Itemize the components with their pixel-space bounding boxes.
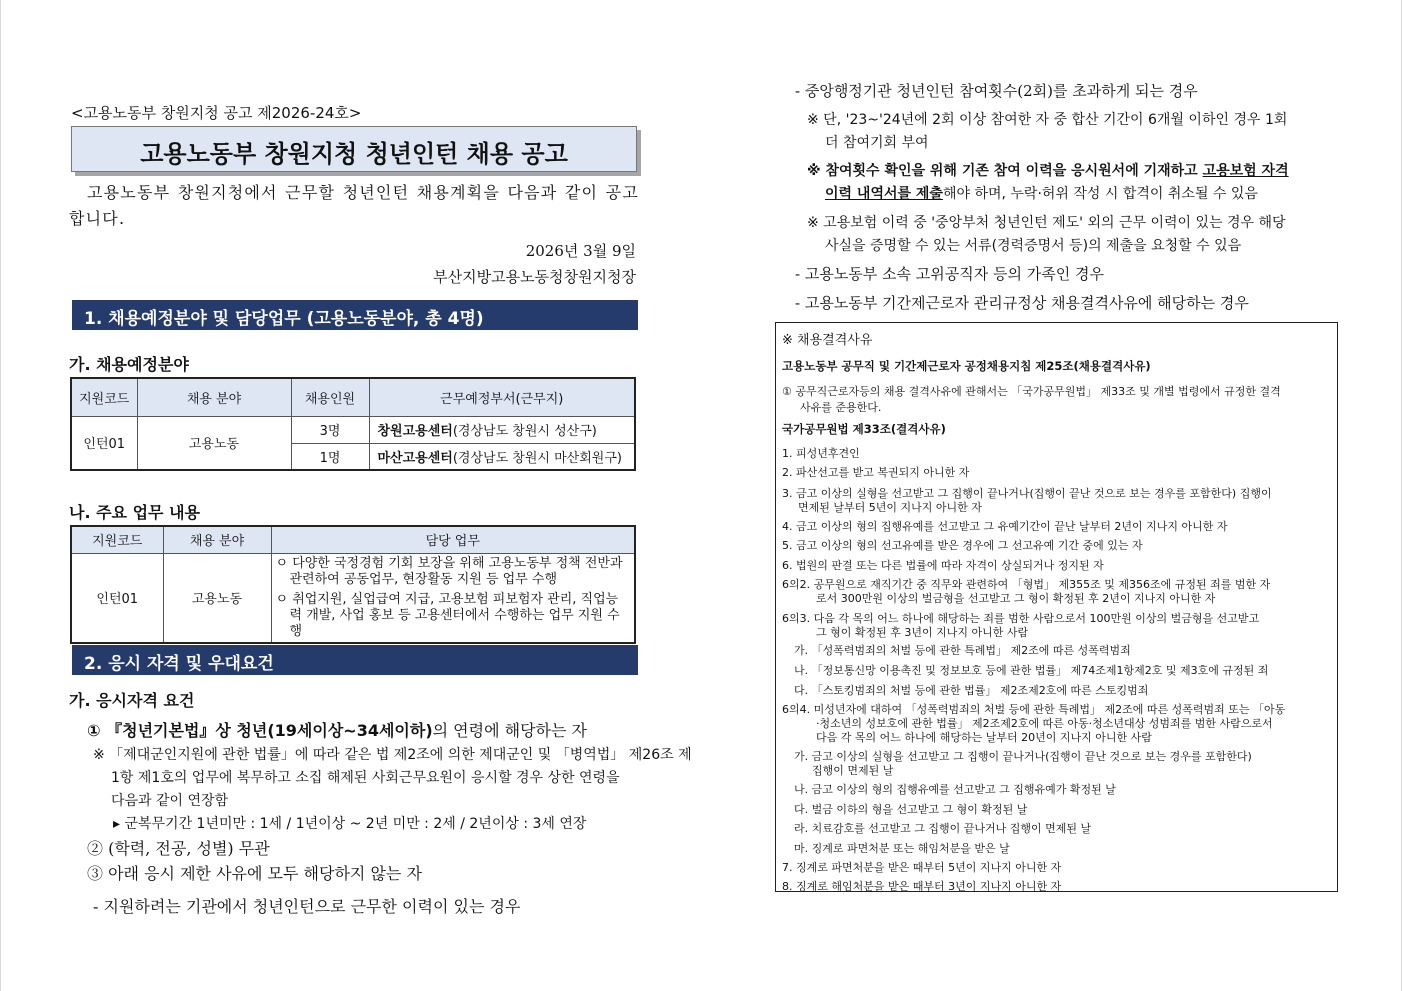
note-history-bold: ※ 참여횟수 확인을 위해 기존 참여 이력을 응시원서에 기재하고	[807, 163, 1203, 179]
box-item-cont: ·청소년의 성보호에 관한 법률」 제2조제2호에 따른 아동·청소년대상 성범죄를 범한 사람으로서	[816, 717, 1273, 730]
note-veterans-line2: 1항 제1호의 업무에 복무하고 소집 해제된 사회근무요원이 응시할 경우 상한 연령을	[111, 770, 620, 786]
box-item: 2. 파산선고를 받고 복권되지 아니한 자	[782, 466, 970, 479]
header-cell: 지원코드	[71, 378, 137, 416]
box-subitem-cont: 집행이 면제된 날	[812, 764, 894, 777]
box-item-cont: 면제된 날부터 5년이 지나지 아니한 자	[798, 501, 982, 514]
box-item: 1. 피성년후견인	[782, 447, 860, 460]
duty-item: ㅇ 다양한 국정경험 기회 보장을 위해 고용노동부 정책 전반과 관련하여 공동업무, 현장활동 지원 등 업무 수행	[275, 555, 623, 587]
box-item-cont: 다음 각 목의 어느 하나에 해당하는 날부터 20년이 지나지 아니한 사람	[816, 731, 1152, 744]
table-cell-code: 인턴01	[71, 553, 163, 643]
box-subitem: 다. 「스토킹범죄의 처벌 등에 관한 법률」 제2조제2호에 따른 스토킹범죄	[794, 684, 1149, 697]
box-item: 4. 금고 이상의 형의 집행유예를 선고받고 그 유예기간이 끝난 날부터 2년이 지나지 아니한 자	[782, 520, 1228, 533]
requirement-1-rest: 의 연령에 해당하는 자	[432, 721, 588, 740]
table-cell-dept	[369, 443, 635, 470]
restriction-disqualification: - 고용노동부 기간제근로자 관리규정상 채용결격사유에 해당하는 경우	[795, 294, 1249, 312]
table-cell-field: 고용노동	[163, 553, 271, 643]
note-exception-line2: 더 참여기회 부여	[825, 135, 929, 151]
section2-header	[72, 645, 638, 675]
note-history-underline: 고용보험 자격	[1202, 163, 1289, 179]
requirement-1-bold: ① 『청년기본법』상 청년(19세이상~34세이하)	[87, 721, 433, 740]
note-insurance-line2: 사실을 증명할 수 있는 서류(경력증명서 등)의 제출을 요청할 수 있음	[825, 238, 1242, 254]
requirement-2: ② (학력, 전공, 성별) 무관	[87, 839, 270, 858]
notice-number: <고용노동부 창원지청 공고 제2026-24호>	[71, 104, 362, 122]
header-cell: 채용 분야	[137, 378, 291, 416]
dept-location: (경상남도 창원시 마산회원구)	[452, 450, 622, 466]
box-heading-law: 국가공무원법 제33조(결격사유)	[782, 422, 946, 436]
box-subitem: 가. 금고 이상의 실형을 선고받고 그 집행이 끝나거나(집행이 끝난 것으로 보는 경우를 포함한다)	[794, 750, 1252, 763]
box-title: ※ 채용결격사유	[782, 333, 873, 348]
duty-item: ㅇ 취업지원, 실업급여 지급, 고용보험 피보험자 관리, 직업능력 개발, 사업 홍보 등 고용센터에서 수행하는 업무 지원 수행	[275, 591, 620, 639]
box-heading-guideline: 고용노동부 공무직 및 기간제근로자 공정채용지침 제25조(채용결격사유)	[782, 359, 1151, 373]
disqualification-box	[775, 322, 1338, 892]
note-history-rest: 해야 하며, 누락·허위 작성 시 합격이 취소될 수 있음	[942, 186, 1258, 202]
box-item: 6의3. 다음 각 목의 어느 하나에 해당하는 죄를 범한 사람으로서 100만원 이상의 벌금형을 선고받고	[782, 612, 1260, 625]
issuing-office: 부산지방고용노동청창원지청장	[433, 268, 636, 286]
header-cell: 담당 업무	[271, 526, 635, 553]
header-cell: 채용인원	[291, 378, 369, 416]
restriction-family: - 고용노동부 소속 고위공직자 등의 가족인 경우	[795, 265, 1104, 283]
section1-title: 1. 채용예정분야 및 담당업무 (고용노동분야, 총 4명)	[84, 309, 484, 329]
note-history-line2	[825, 183, 1258, 203]
note-history-line1	[807, 160, 1289, 180]
page-title: 고용노동부 창원지청 청년인턴 채용 공고	[140, 140, 568, 168]
duties-table	[70, 525, 636, 644]
box-subitem: 나. 금고 이상의 형의 집행유예를 선고받고 그 집행유예가 확정된 날	[794, 783, 1116, 796]
requirement-1	[87, 718, 587, 741]
box-item: 6. 법원의 판결 또는 다른 법률에 따라 자격이 상실되거나 정지된 자	[782, 559, 1104, 572]
box-item-cont: 로서 300만원 이상의 벌금형을 선고받고 그 형이 확정된 후 2년이 지나지 아니한 자	[816, 592, 1216, 605]
note-exception-line1: ※ 단, '23~'24년에 2회 이상 참여한 자 중 합산 기간이 6개월 이하인 경우 1회	[807, 112, 1288, 128]
subheading-eligibility: 가. 응시자격 요건	[69, 691, 195, 710]
restriction-prior-intern: - 지원하려는 기관에서 청년인턴으로 근무한 이력이 있는 경우	[93, 897, 521, 916]
subheading-positions: 가. 채용예정분야	[69, 355, 189, 374]
table-cell-field: 고용노동	[137, 416, 291, 470]
box-item: 6의2. 공무원으로 재직기간 중 직무와 관련하여 「형법」 제355조 및 제356조에 규정된 죄를 범한 자	[782, 578, 1271, 591]
header-cell: 근무예정부서(근무지)	[369, 378, 635, 416]
title-box	[71, 126, 637, 172]
positions-table	[70, 377, 636, 471]
box-subitem: 다. 벌금 이하의 형을 선고받고 그 형이 확정된 날	[794, 803, 1028, 816]
box-subitem: 나. 「정보통신망 이용촉진 및 정보보호 등에 관한 법률」 제74조제1항제2호 및 제3호에 규정된 죄	[794, 664, 1269, 677]
table-cell-count: 1명	[291, 443, 369, 470]
box-paragraph-line2: 사유를 준용한다.	[800, 401, 882, 414]
box-item: 5. 금고 이상의 형의 선고유예를 받은 경우에 그 선고유예 기간 중에 있는 자	[782, 539, 1143, 552]
section2-title: 2. 응시 자격 및 우대요건	[84, 654, 274, 674]
box-item: 7. 징계로 파면처분을 받은 때부터 5년이 지나지 아니한 자	[782, 861, 1062, 874]
intro-text: 고용노동부 창원지청에서 근무할 청년인턴 채용계획을 다음과 같이 공고합니다.	[69, 183, 639, 228]
box-item: 3. 금고 이상의 실형을 선고받고 그 집행이 끝나거나(집행이 끝난 것으로 보는 경우를 포함한다) 집행이	[782, 487, 1272, 500]
note-veterans-line3: 다음과 같이 연장함	[111, 793, 229, 809]
note-veterans-line1: ※ 「제대군인지원에 관한 법률」에 따라 같은 법 제2조에 의한 제대군인 및 「병역법」 제26조 제	[93, 747, 692, 763]
header-cell: 지원코드	[71, 526, 163, 553]
military-extension: ▸ 군복무기간 1년미만 : 1세 / 1년이상 ~ 2년 미만 : 2세 / 2년이상 : 3세 연장	[113, 816, 587, 832]
restriction-count: - 중앙행정기관 청년인턴 참여횟수(2회)를 초과하게 되는 경우	[795, 82, 1198, 100]
table-cell-dept	[369, 416, 635, 443]
table-cell-code: 인턴01	[71, 416, 137, 470]
dept-location: (경상남도 창원시 성산구)	[452, 424, 597, 439]
notice-date: 2026년 3월 9일	[525, 242, 636, 260]
duty-list	[271, 553, 635, 643]
box-subitem: 가. 「성폭력범죄의 처벌 등에 관한 특례법」 제2조에 따른 성폭력범죄	[794, 644, 1131, 657]
box-item-cont: 그 형이 확정된 후 3년이 지나지 아니한 사람	[816, 626, 1029, 639]
box-subitem: 마. 징계로 파면처분 또는 해임처분을 받은 날	[794, 842, 1010, 855]
dept-name: 마산고용센터	[377, 450, 453, 466]
note-history-submit: 이력 내역서를 제출	[825, 186, 943, 202]
box-paragraph-line1: ① 공무직근로자등의 채용 결격사유에 관해서는 「국가공무원법」 제33조 및 개별 법령에서 규정한 결격	[782, 385, 1281, 398]
header-cell: 채용 분야	[163, 526, 271, 553]
box-subitem: 라. 치료감호를 선고받고 그 집행이 끝나거나 집행이 면제된 날	[794, 822, 1092, 835]
box-item: 8. 징계로 해임처분을 받은 때부터 3년이 지나지 아니한 자	[782, 880, 1062, 893]
requirement-3: ③ 아래 응시 제한 사유에 모두 해당하지 않는 자	[87, 864, 422, 883]
dept-name: 창원고용센터	[377, 424, 453, 439]
section1-header	[72, 300, 638, 330]
table-cell-count: 3명	[291, 416, 369, 443]
box-item: 6의4. 미성년자에 대하여 「성폭력범죄의 처벌 등에 관한 특례법」 제2조에 따른 성폭력범죄 또는 「아동	[782, 703, 1286, 716]
note-insurance-line1: ※ 고용보험 이력 중 '중앙부처 청년인턴 제도' 외의 근무 이력이 있는 경우 해당	[807, 215, 1286, 231]
subheading-duties: 나. 주요 업무 내용	[69, 503, 200, 522]
